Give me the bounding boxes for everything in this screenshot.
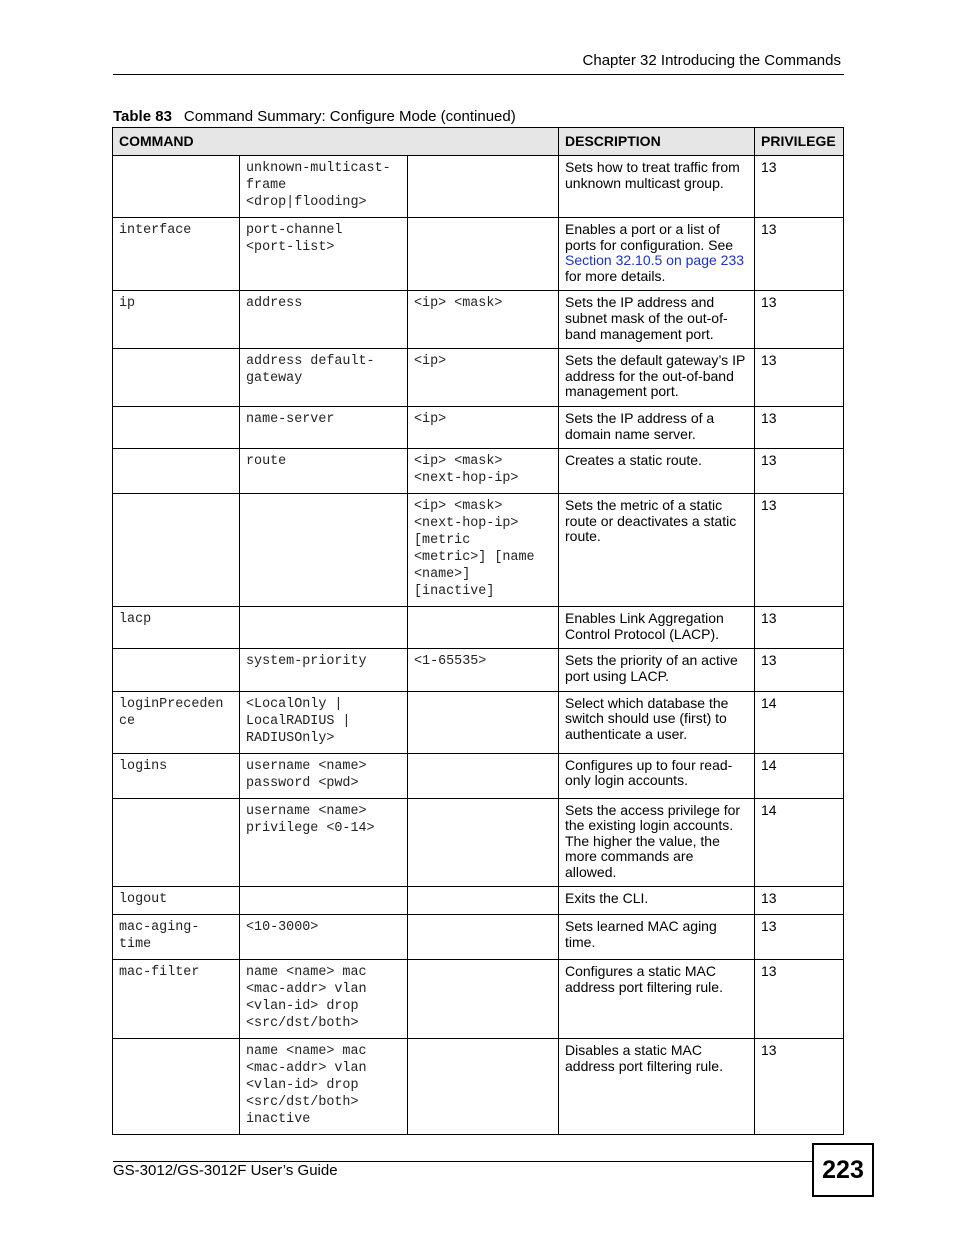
table-row [113, 156, 844, 218]
privilege-cell: 14 [755, 691, 844, 753]
description-cell: Sets the default gateway’s IP address for the out-of-band management port. [559, 349, 755, 407]
command-cell: loginPreceden ce [113, 691, 240, 753]
description-text: Enables a port or a list of ports for configuration. See [565, 221, 734, 253]
argument-cell [408, 607, 559, 649]
privilege-cell: 13 [755, 1039, 844, 1135]
table-row [113, 349, 844, 407]
privilege-cell: 13 [755, 291, 844, 349]
header-rule [113, 74, 844, 75]
argument-cell [408, 1039, 559, 1135]
description-cell: Sets the metric of a static route or deactivates a static route. [559, 494, 755, 607]
argument-cell [408, 915, 559, 960]
table-row [113, 406, 844, 448]
argument-cell [408, 156, 559, 218]
description-cell: Select which database the switch should use (first) to authenticate a user. [559, 691, 755, 753]
command-cell: mac-aging- time [113, 915, 240, 960]
description-text: for more details. [565, 267, 666, 284]
section-link[interactable]: Section 32.10.5 on page 233 [565, 252, 745, 269]
header-command: COMMAND [113, 128, 559, 156]
subcommand-cell: address default- gateway [240, 349, 408, 407]
table-row [113, 649, 844, 691]
table-row [113, 218, 844, 291]
subcommand-cell: address [240, 291, 408, 349]
table-row [113, 494, 844, 607]
command-cell [113, 449, 240, 494]
subcommand-cell [240, 887, 408, 915]
header-privilege: PRIVILEGE [755, 128, 844, 156]
subcommand-cell: name <name> mac <mac-addr> vlan <vlan-id> drop <src/dst/both> [240, 960, 408, 1039]
privilege-cell: 13 [755, 349, 844, 407]
table-row [113, 798, 844, 887]
command-cell: lacp [113, 607, 240, 649]
page-number: 223 [812, 1143, 874, 1197]
subcommand-cell: name-server [240, 406, 408, 448]
subcommand-cell: route [240, 449, 408, 494]
description-cell: Sets the IP address and subnet mask of the out-of-band management port. [559, 291, 755, 349]
command-cell: logins [113, 753, 240, 798]
command-cell [113, 156, 240, 218]
subcommand-cell: username <name> password <pwd> [240, 753, 408, 798]
command-cell [113, 1039, 240, 1135]
command-cell [113, 349, 240, 407]
argument-cell: <ip> <mask> [408, 291, 559, 349]
argument-cell [408, 960, 559, 1039]
description-cell: Sets the priority of an active port using LACP. [559, 649, 755, 691]
argument-cell [408, 691, 559, 753]
argument-cell [408, 218, 559, 291]
subcommand-cell [240, 494, 408, 607]
subcommand-cell: username <name> privilege <0-14> [240, 798, 408, 887]
command-cell [113, 494, 240, 607]
subcommand-cell: port-channel <port-list> [240, 218, 408, 291]
description-cell: Sets the IP address of a domain name server. [559, 406, 755, 448]
description-cell [559, 218, 755, 291]
privilege-cell: 13 [755, 218, 844, 291]
description-cell: Configures up to four read-only login accounts. [559, 753, 755, 798]
table-caption-label: Table 83 [113, 108, 172, 125]
table-row [113, 691, 844, 753]
command-cell: interface [113, 218, 240, 291]
description-cell: Configures a static MAC address port filtering rule. [559, 960, 755, 1039]
privilege-cell: 13 [755, 887, 844, 915]
subcommand-cell: <LocalOnly | LocalRADIUS | RADIUSOnly> [240, 691, 408, 753]
description-cell: Creates a static route. [559, 449, 755, 494]
description-cell: Disables a static MAC address port filtering rule. [559, 1039, 755, 1135]
subcommand-cell: unknown-multicast- frame <drop|flooding> [240, 156, 408, 218]
table-row [113, 887, 844, 915]
command-cell [113, 798, 240, 887]
table-caption-text: Command Summary: Configure Mode (continued) [183, 108, 516, 125]
privilege-cell: 14 [755, 798, 844, 887]
argument-cell [408, 798, 559, 887]
command-cell: logout [113, 887, 240, 915]
privilege-cell: 14 [755, 753, 844, 798]
argument-cell: <ip> [408, 406, 559, 448]
privilege-cell: 13 [755, 607, 844, 649]
privilege-cell: 13 [755, 156, 844, 218]
privilege-cell: 13 [755, 960, 844, 1039]
table-row [113, 607, 844, 649]
argument-cell [408, 753, 559, 798]
argument-cell [408, 887, 559, 915]
argument-cell: <ip> <mask> <next-hop-ip> [408, 449, 559, 494]
description-cell: Sets the access privilege for the existing login accounts. The higher the value, the more commands are allowed. [559, 798, 755, 887]
table-row [113, 291, 844, 349]
description-cell: Sets how to treat traffic from unknown multicast group. [559, 156, 755, 218]
privilege-cell: 13 [755, 649, 844, 691]
table-row [113, 753, 844, 798]
privilege-cell: 13 [755, 915, 844, 960]
subcommand-cell: system-priority [240, 649, 408, 691]
header-description: DESCRIPTION [559, 128, 755, 156]
argument-cell: <ip> [408, 349, 559, 407]
table-row [113, 449, 844, 494]
command-cell: ip [113, 291, 240, 349]
table-row [113, 1039, 844, 1135]
description-cell: Exits the CLI. [559, 887, 755, 915]
privilege-cell: 13 [755, 406, 844, 448]
description-cell: Enables Link Aggregation Control Protocol (LACP). [559, 607, 755, 649]
description-cell: Sets learned MAC aging time. [559, 915, 755, 960]
argument-cell: <1-65535> [408, 649, 559, 691]
command-cell: mac-filter [113, 960, 240, 1039]
privilege-cell: 13 [755, 449, 844, 494]
argument-cell: <ip> <mask> <next-hop-ip> [metric <metric>] [name <name>] [inactive] [408, 494, 559, 607]
command-cell [113, 649, 240, 691]
table-row [113, 960, 844, 1039]
subcommand-cell [240, 607, 408, 649]
subcommand-cell: <10-3000> [240, 915, 408, 960]
table-caption [113, 108, 516, 125]
command-summary-table [112, 127, 844, 1135]
table-header-row [113, 128, 844, 156]
guide-title: GS-3012/GS-3012F User’s Guide [113, 1162, 338, 1179]
chapter-title: Chapter 32 Introducing the Commands [582, 52, 841, 69]
subcommand-cell: name <name> mac <mac-addr> vlan <vlan-id> drop <src/dst/both> inactive [240, 1039, 408, 1135]
table-row [113, 915, 844, 960]
command-cell [113, 406, 240, 448]
privilege-cell: 13 [755, 494, 844, 607]
